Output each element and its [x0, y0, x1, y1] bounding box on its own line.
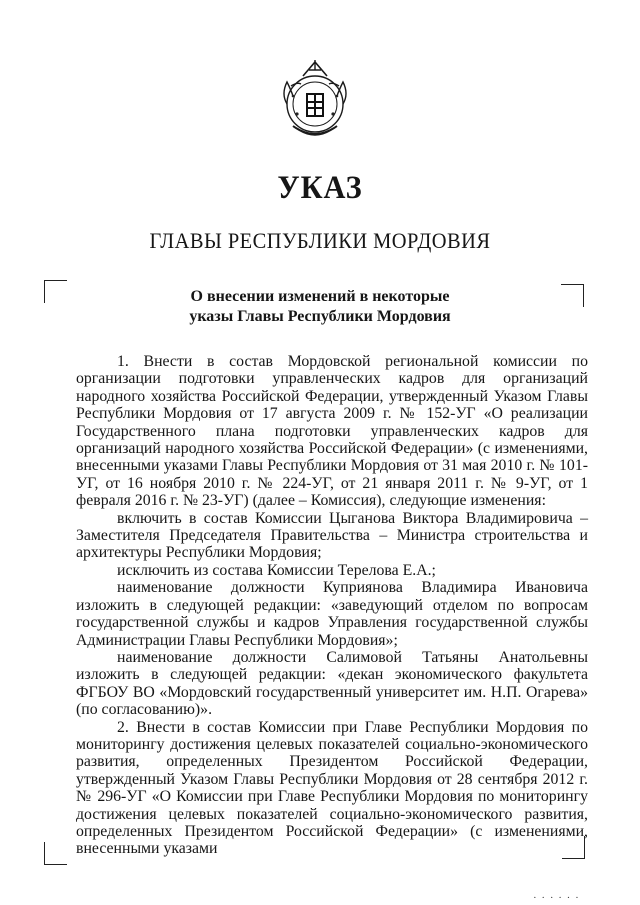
heading-line-1: О внесении изменений в некоторые	[190, 288, 450, 305]
heading-line-2: указы Главы Республики Мордовия	[189, 308, 451, 325]
paragraph: исключить из состава Комиссии Терелова Е.А.;	[117, 561, 436, 579]
document-heading	[0, 287, 640, 327]
document-subtitle: ГЛАВЫ РЕСПУБЛИКИ МОРДОВИЯ	[149, 228, 491, 253]
corner-mark-bottom-left	[44, 842, 67, 865]
coat-of-arms-emblem	[273, 56, 357, 144]
paragraph: наименование должности Салимовой Татьяны Анатольевны изложить в следующей редакции: «декан экономического факультета ФГБОУ ВО «Мордовский государственный университет им. Н.П. Огарева» (по согласованию)».	[76, 648, 588, 719]
paragraph: включить в состав Комиссии Цыганова Виктора Владимировича – Заместителя Председателя Правительства – Министра строительства и архитектуры Республики Мордовия;	[76, 509, 588, 562]
document-title: УКАЗ	[277, 170, 363, 206]
paragraph: наименование должности Куприянова Владимира Ивановича изложить в следующей редакции: «заведующий отделом по вопросам государственной службы и кадров Управления государственной службы Администрации Главы Республики Мордовия»;	[76, 579, 588, 649]
paragraph: 2. Внести в состав Комиссии при Главе Республики Мордовия по мониторингу достижения целевых показателей социально-экономического развития, определенных Президентом Российской Федерации, утвержденный Указом Главы Республики Мордовия от 28 сентября 2012 г. № 296-УГ «О Комиссии при Главе Республики Мордовия по мониторингу достижения целевых показателей социально-экономического развития, определенных Президентом Российской Федерации» (с изменениями, внесенными указами	[76, 718, 588, 858]
document-body	[76, 353, 588, 858]
paragraph: 1. Внести в состав Мордовской региональной комиссии по организации подготовки управленческих кадров для организаций народного хозяйства Российской Федерации, утвержденный Указом Главы Республики Мордовия от 17 августа 2009 г. № 152-УГ «О реализации Государственного плана подготовки управленческих кадров для организаций народного хозяйства Российской Федерации» (с изменениями, внесенными указами Главы Республики Мордовия от 31 мая 2010 г. № 101-УГ, от 16 ноября 2010 г. № 224-УГ, от 21 января 2011 г. № 9-УГ, от 1 февраля 2016 г. № 23-УГ) (далее – Комиссия), следующие изменения:	[76, 353, 588, 510]
footer-mark: · · · · · ·	[533, 892, 580, 904]
